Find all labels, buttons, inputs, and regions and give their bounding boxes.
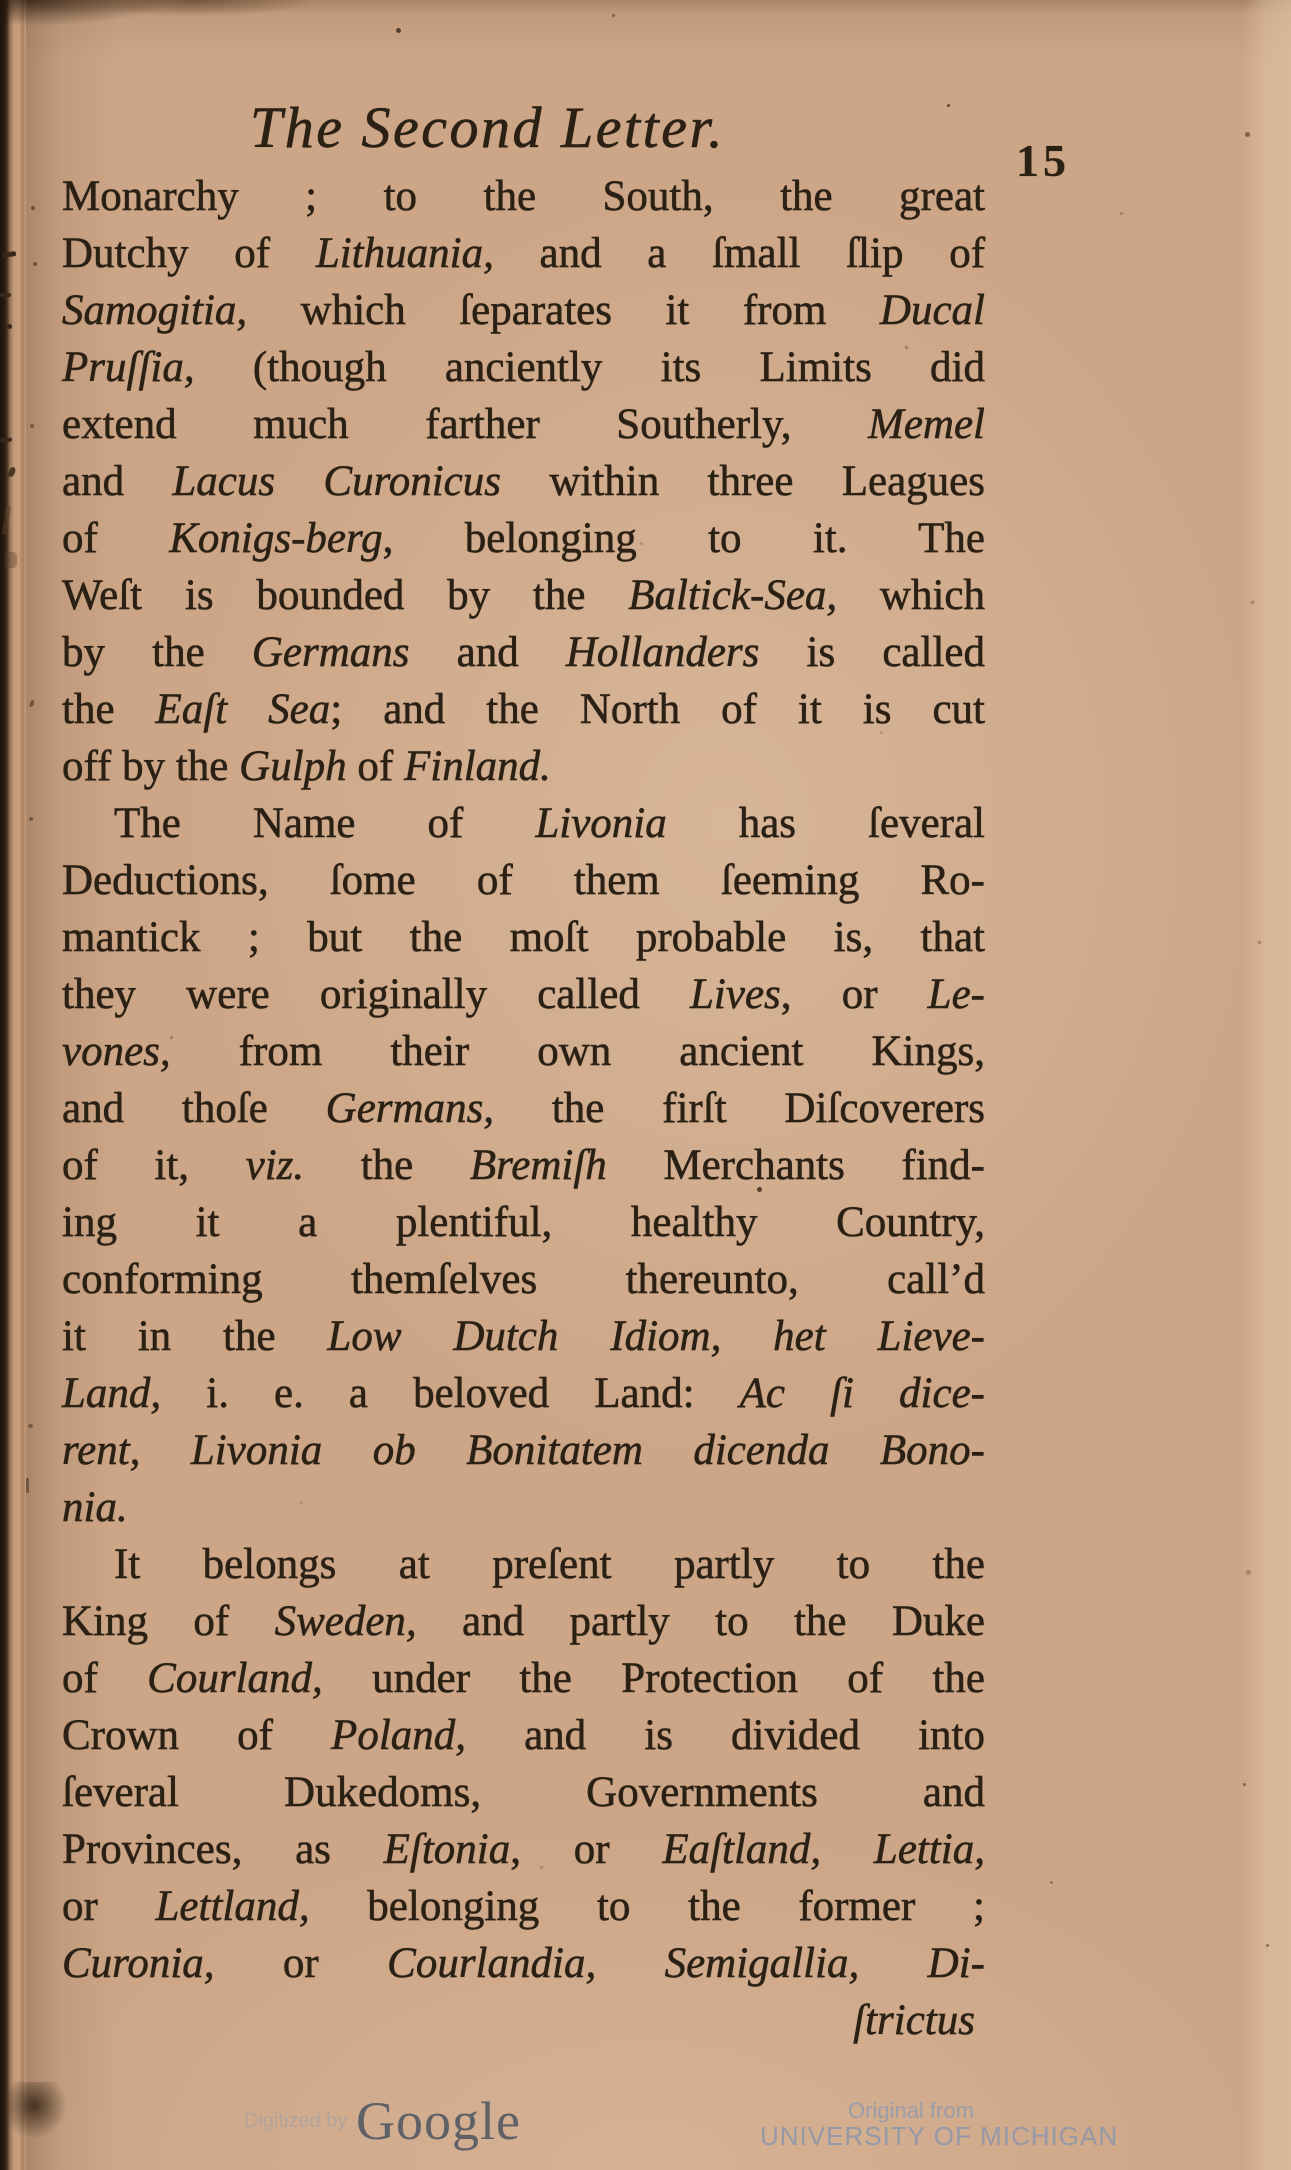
text-run: and is divided into (466, 1712, 985, 1759)
text-run: has ſeveral (666, 800, 986, 847)
page-edge-highlight (1243, 0, 1291, 2170)
text-run: and thoſe (62, 1085, 326, 1132)
text-line (62, 225, 985, 282)
italic-text-run: Germans, (325, 1085, 495, 1132)
text-line (62, 1764, 985, 1821)
italic-text-run: Eaſtland, Lettia, (662, 1826, 985, 1873)
text-line (62, 1422, 985, 1479)
text-run: Merchants find- (606, 1142, 985, 1189)
text-line (62, 966, 985, 1023)
text-run: The Name of (114, 800, 536, 847)
text-run: i. e. a beloved Land: (161, 1370, 740, 1417)
text-line (62, 1821, 985, 1878)
text-run: mantick ; but the moſt probable is, that (62, 914, 985, 961)
text-run: the firſt Diſcoverers (494, 1085, 985, 1132)
italic-text-run: Finland. (403, 743, 551, 790)
text-line (62, 852, 985, 909)
text-run: ing it a plentiful, healthy Country, (62, 1199, 985, 1246)
body-text (62, 168, 985, 2049)
text-run: and a ſmall ſlip of (493, 230, 986, 277)
text-line (62, 795, 985, 852)
scan-specks (0, 0, 3, 3)
text-run: by the (62, 629, 252, 676)
text-run: the (304, 1142, 470, 1189)
margin-mark (0, 293, 11, 297)
text-run: Dutchy of (62, 230, 316, 277)
text-run: Provinces, as (62, 1826, 384, 1873)
text-run: and partly to the Duke (416, 1598, 985, 1645)
italic-text-run: Eſtonia (383, 1826, 511, 1873)
text-run: Crown of (62, 1712, 332, 1759)
italic-text-run: Lives (690, 971, 781, 1018)
italic-text-run: Baltick-Sea, (628, 572, 838, 619)
text-line (62, 453, 985, 510)
text-line (62, 510, 985, 567)
text-run: ſeveral Dukedoms, Governments and (62, 1769, 985, 1816)
running-title: The Second Letter. (250, 95, 726, 160)
text-run: , or (510, 1826, 663, 1873)
italic-text-run: vones, (62, 1028, 171, 1075)
text-line (62, 1137, 985, 1194)
text-line (62, 909, 985, 966)
margin-mark (33, 262, 37, 266)
italic-text-run: Sweden, (274, 1598, 417, 1645)
text-run: Deductions, ſome of them ſeeming Ro- (62, 857, 985, 904)
text-run: from their own ancient Kings, (170, 1028, 985, 1075)
text-line (62, 1536, 985, 1593)
institution-watermark: UNIVERSITY OF MICHIGAN (760, 2121, 1119, 2151)
text-line (62, 1593, 985, 1650)
italic-text-run: Le- (927, 971, 985, 1018)
italic-text-run: Land, (62, 1370, 162, 1417)
italic-text-run: Poland, (331, 1712, 467, 1759)
text-run: which (837, 572, 985, 619)
text-run: , or (780, 971, 928, 1018)
text-line (62, 1878, 985, 1935)
text-line (62, 1251, 985, 1308)
text-run: (though anciently its Limits did (194, 344, 985, 391)
page-number: 15 (1016, 135, 1070, 186)
text-run: , belonging to it. The (382, 515, 985, 562)
text-line (62, 1080, 985, 1137)
text-run: ; and the North of it is cut (330, 686, 985, 733)
digitized-by-watermark: Digitized by (244, 2110, 348, 2132)
text-run: and (62, 458, 173, 505)
margin-mark (30, 424, 34, 428)
margin-mark (5, 552, 17, 568)
text-line (62, 1992, 985, 2049)
text-line (62, 1365, 985, 1422)
text-run: or (62, 1883, 156, 1930)
margin-mark (29, 817, 33, 821)
text-run: conforming themſelves thereunto, call’d (62, 1256, 985, 1303)
italic-text-run: Eaſt Sea (155, 686, 331, 733)
italic-text-run: Courlandia, Semigallia, Di- (387, 1940, 985, 1987)
italic-text-run: Pruſſia, (62, 344, 195, 391)
text-line (62, 1935, 985, 1992)
italic-text-run: Germans (251, 629, 410, 676)
text-line (62, 567, 985, 624)
text-run: is called (759, 629, 985, 676)
text-line (62, 282, 985, 339)
italic-text-run: Ducal (879, 287, 985, 334)
text-line (62, 681, 985, 738)
text-run: It belongs at preſent partly to the (114, 1541, 985, 1588)
italic-text-run: Samogitia, (62, 287, 248, 334)
text-run: of it, (62, 1142, 246, 1189)
text-run: belonging to the former ; (309, 1883, 985, 1930)
text-run: which ſeparates it from (247, 287, 880, 334)
margin-mark (7, 324, 12, 329)
text-line (62, 1479, 985, 1536)
italic-text-run: Hollanders (565, 629, 760, 676)
google-logo-watermark: Google (356, 2091, 521, 2151)
italic-text-run: Konigs-berg (169, 515, 383, 562)
italic-text-run: Low Dutch Idiom, het Lieve- (327, 1313, 985, 1360)
text-run: or (214, 1940, 388, 1987)
text-line (62, 1650, 985, 1707)
text-run: and (409, 629, 566, 676)
text-run: Monarchy ; to the South, the great (62, 173, 985, 220)
text-line (62, 1194, 985, 1251)
italic-text-run: rent, Livonia ob Bonitatem dicenda Bono- (62, 1427, 985, 1474)
text-run: off by the (62, 743, 240, 790)
text-line (62, 1023, 985, 1080)
text-line (62, 1308, 985, 1365)
text-run: under the Protection of the (322, 1655, 985, 1702)
text-line (62, 168, 985, 225)
text-run: of (62, 515, 170, 562)
text-run: they were originally called (62, 971, 691, 1018)
original-from-watermark: Original from (848, 2098, 974, 2123)
italic-text-run: Lettland, (155, 1883, 310, 1930)
italic-text-run: Courland, (147, 1655, 323, 1702)
text-line (62, 738, 985, 795)
text-run: King of (62, 1598, 275, 1645)
text-run: extend much farther Southerly, (62, 401, 868, 448)
text-line (62, 1707, 985, 1764)
text-line (62, 339, 985, 396)
italic-text-run: Curonia, (62, 1940, 215, 1987)
margin-mark (31, 206, 35, 210)
text-line (62, 396, 985, 453)
text-run: of (346, 743, 404, 790)
binding-gutter (0, 0, 26, 2170)
margin-mark (29, 700, 35, 708)
italic-text-run: Gulph (239, 743, 347, 790)
italic-text-run: Memel (868, 401, 985, 448)
text-line (62, 624, 985, 681)
text-run: Weſt is bounded by the (62, 572, 629, 619)
italic-text-run: Lacus Curonicus (172, 458, 502, 505)
italic-text-run: Livonia (535, 800, 667, 847)
italic-text-run: Lithuania, (315, 230, 494, 277)
italic-text-run: Bremiſh (469, 1142, 607, 1189)
text-run: of (62, 1655, 148, 1702)
italic-text-run: viz. (245, 1142, 305, 1189)
text-run: within three Leagues (501, 458, 985, 505)
scan-smudge (78, 0, 308, 16)
italic-text-run: ſtrictus (853, 1997, 975, 2044)
text-run: it in the (62, 1313, 328, 1360)
italic-text-run: nia. (62, 1484, 128, 1531)
margin-mark (26, 1478, 29, 1493)
italic-text-run: Ac ſi dice- (739, 1370, 985, 1417)
margin-mark (28, 1424, 33, 1428)
text-run: the (62, 686, 156, 733)
